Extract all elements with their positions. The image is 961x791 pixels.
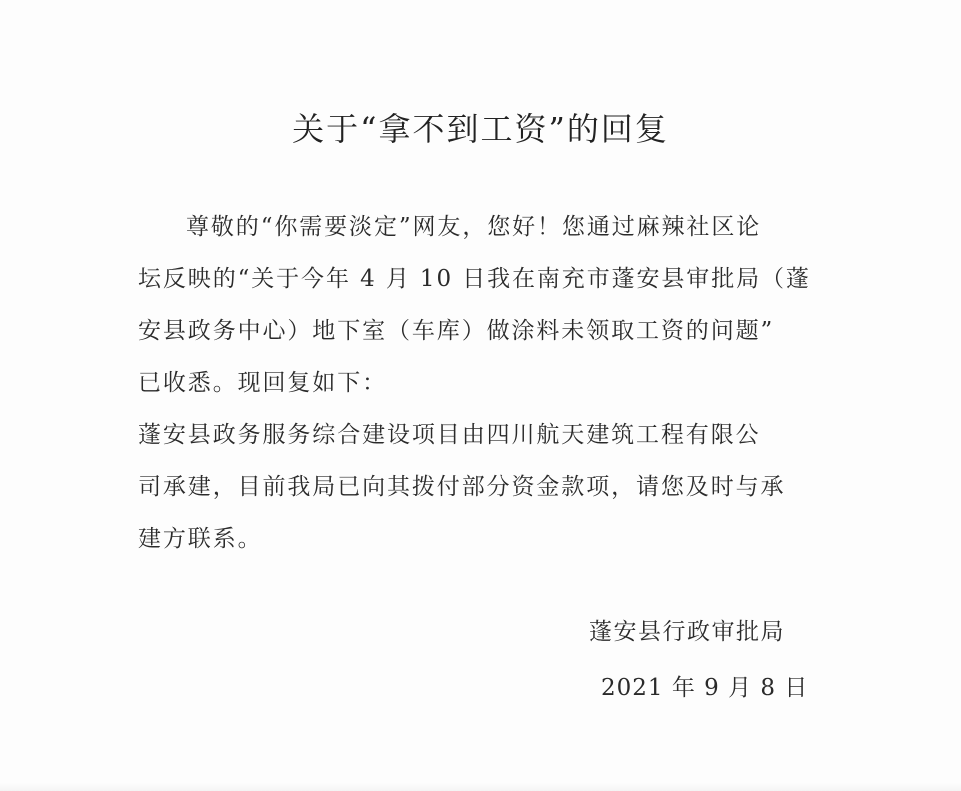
body-line-6: 司承建，目前我局已向其拨付部分资金款项，请您及时与承 [138, 474, 786, 500]
signature-date: 2021 年 9 月 8 日 [601, 675, 809, 701]
body-line-1: 尊敬的“你需要淡定”网友，您好！您通过麻辣社区论 [186, 214, 762, 240]
signature-organization: 蓬安县行政审批局 [589, 619, 785, 645]
document-title: 关于“拿不到工资”的回复 [292, 110, 669, 148]
body-line-3: 安县政务中心）地下室（车库）做涂料未领取工资的问题” [138, 318, 775, 344]
body-line-5: 蓬安县政务服务综合建设项目由四川航天建筑工程有限公 [138, 422, 761, 448]
page-bottom-shade [0, 783, 961, 791]
body-line-2: 坛反映的“关于今年 4 月 10 日我在南充市蓬安县审批局（蓬 [138, 266, 811, 292]
body-line-4: 已收悉。现回复如下： [138, 370, 387, 396]
body-line-7: 建方联系。 [138, 526, 263, 552]
